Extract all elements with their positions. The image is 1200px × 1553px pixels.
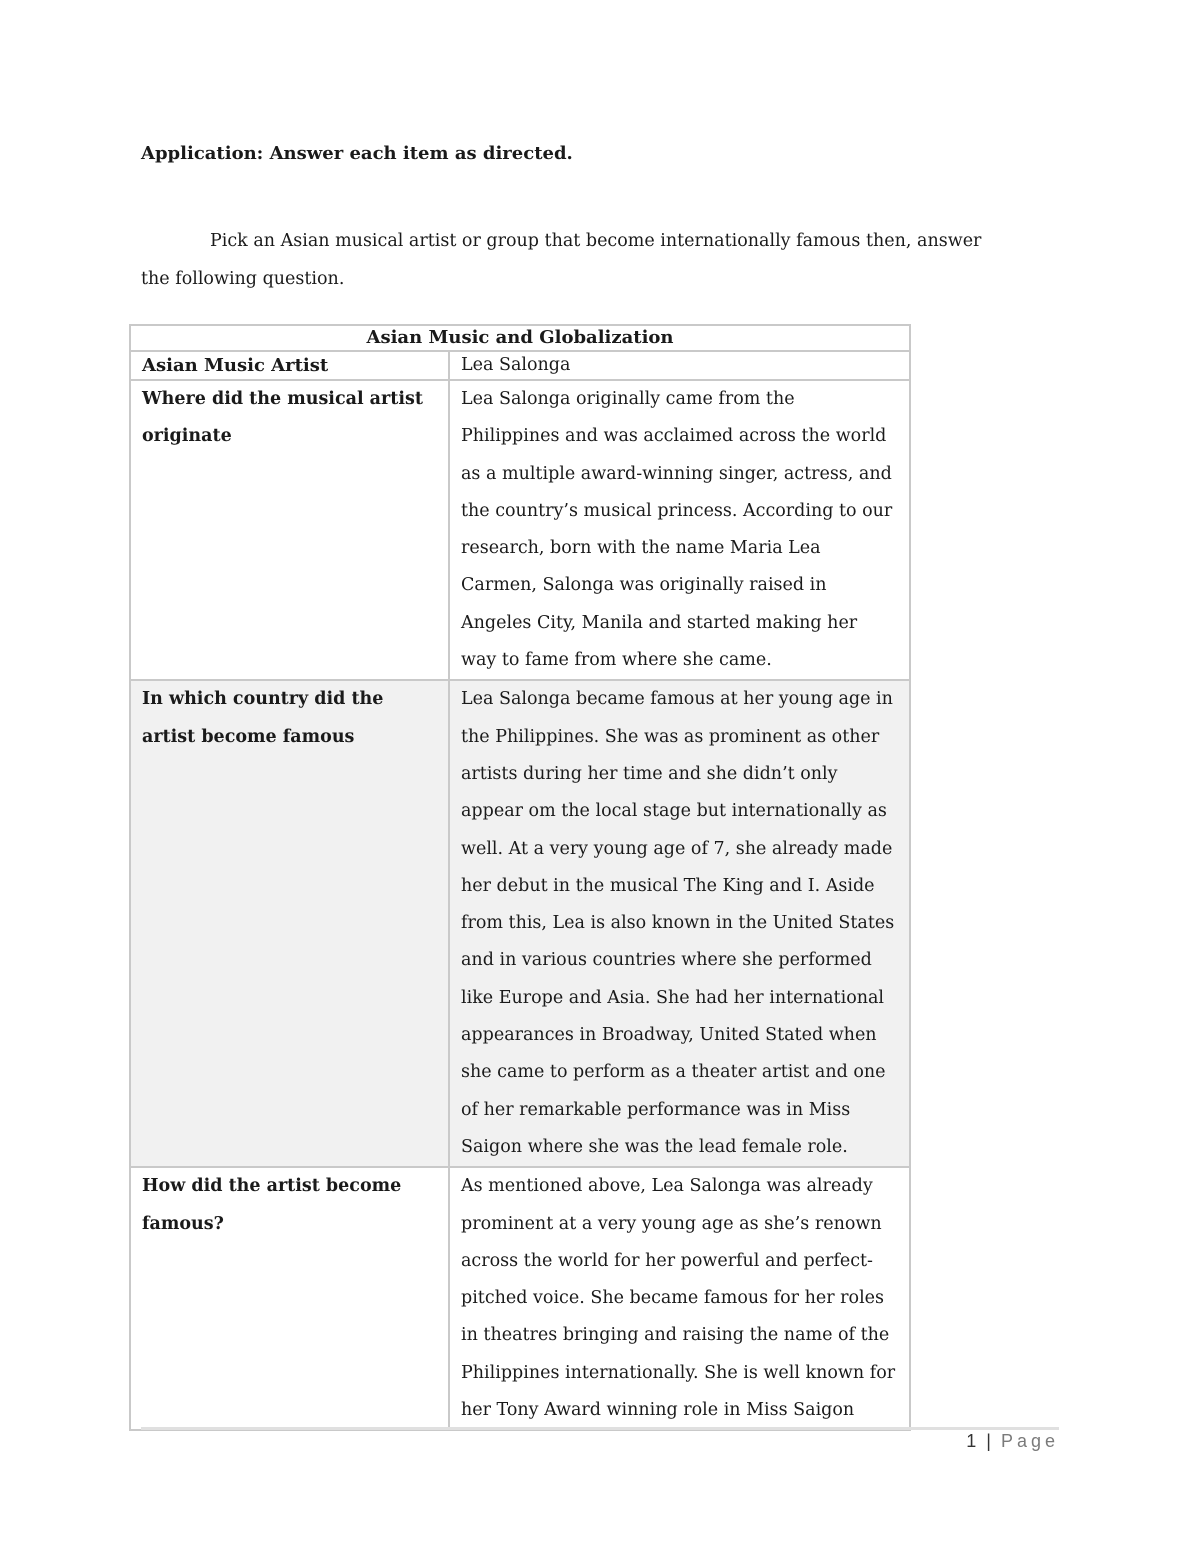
asian-music-table <box>129 324 911 1431</box>
question-cell: In which country did the artist become famous <box>130 680 449 1167</box>
table-title-row <box>130 325 910 351</box>
footer-separator: | <box>986 1431 991 1451</box>
intro-paragraph: Pick an Asian musical artist or group that become internationally famous then, answer the following question. <box>141 231 982 289</box>
artist-label-cell: Asian Music Artist <box>130 351 449 380</box>
table-row-artist <box>130 351 910 380</box>
table-row <box>130 680 910 1167</box>
footer-divider <box>141 1427 1059 1430</box>
page-footer <box>966 1431 1059 1452</box>
answer-cell: Lea Salonga became famous at her young age in the Philippines. She was as prominent as other artists during her time and she didn’t only appear om the local stage but internationally as well. At a very young age of 7, she already made her debut in the musical The King and I. Aside from this, Lea is also known in the United States and in various countries where she performed like Europe and Asia. She had her international appearances in Broadway, United Stated when she came to perform as a theater artist and one of her remarkable performance was in Miss Saigon where she was the lead female role. <box>449 680 910 1167</box>
table-row <box>130 380 910 680</box>
answer-cell: Lea Salonga originally came from the Philippines and was acclaimed across the world as a multiple award-winning singer, actress, and the country’s musical princess. According to our research, born with the name Maria Lea Carmen, Salonga was originally raised in Angeles City, Manila and started making her way to fame from where she came. <box>449 380 910 680</box>
page-number: 1 <box>966 1431 977 1451</box>
table-title: Asian Music and Globalization <box>130 325 910 351</box>
question-cell: Where did the musical artist originate <box>130 380 449 680</box>
artist-value-cell: Lea Salonga <box>449 351 910 380</box>
table-row <box>130 1167 910 1430</box>
answer-cell: As mentioned above, Lea Salonga was already prominent at a very young age as she’s renown across the world for her powerful and perfect-pitched voice. She became famous for her roles in theatres bringing and raising the name of the Philippines internationally. She is well known for her Tony Award winning role in Miss Saigon <box>449 1167 910 1430</box>
page-label: Page <box>1000 1431 1059 1451</box>
page-heading: Application: Answer each item as directed. <box>141 143 573 164</box>
question-cell: How did the artist become famous? <box>130 1167 449 1430</box>
